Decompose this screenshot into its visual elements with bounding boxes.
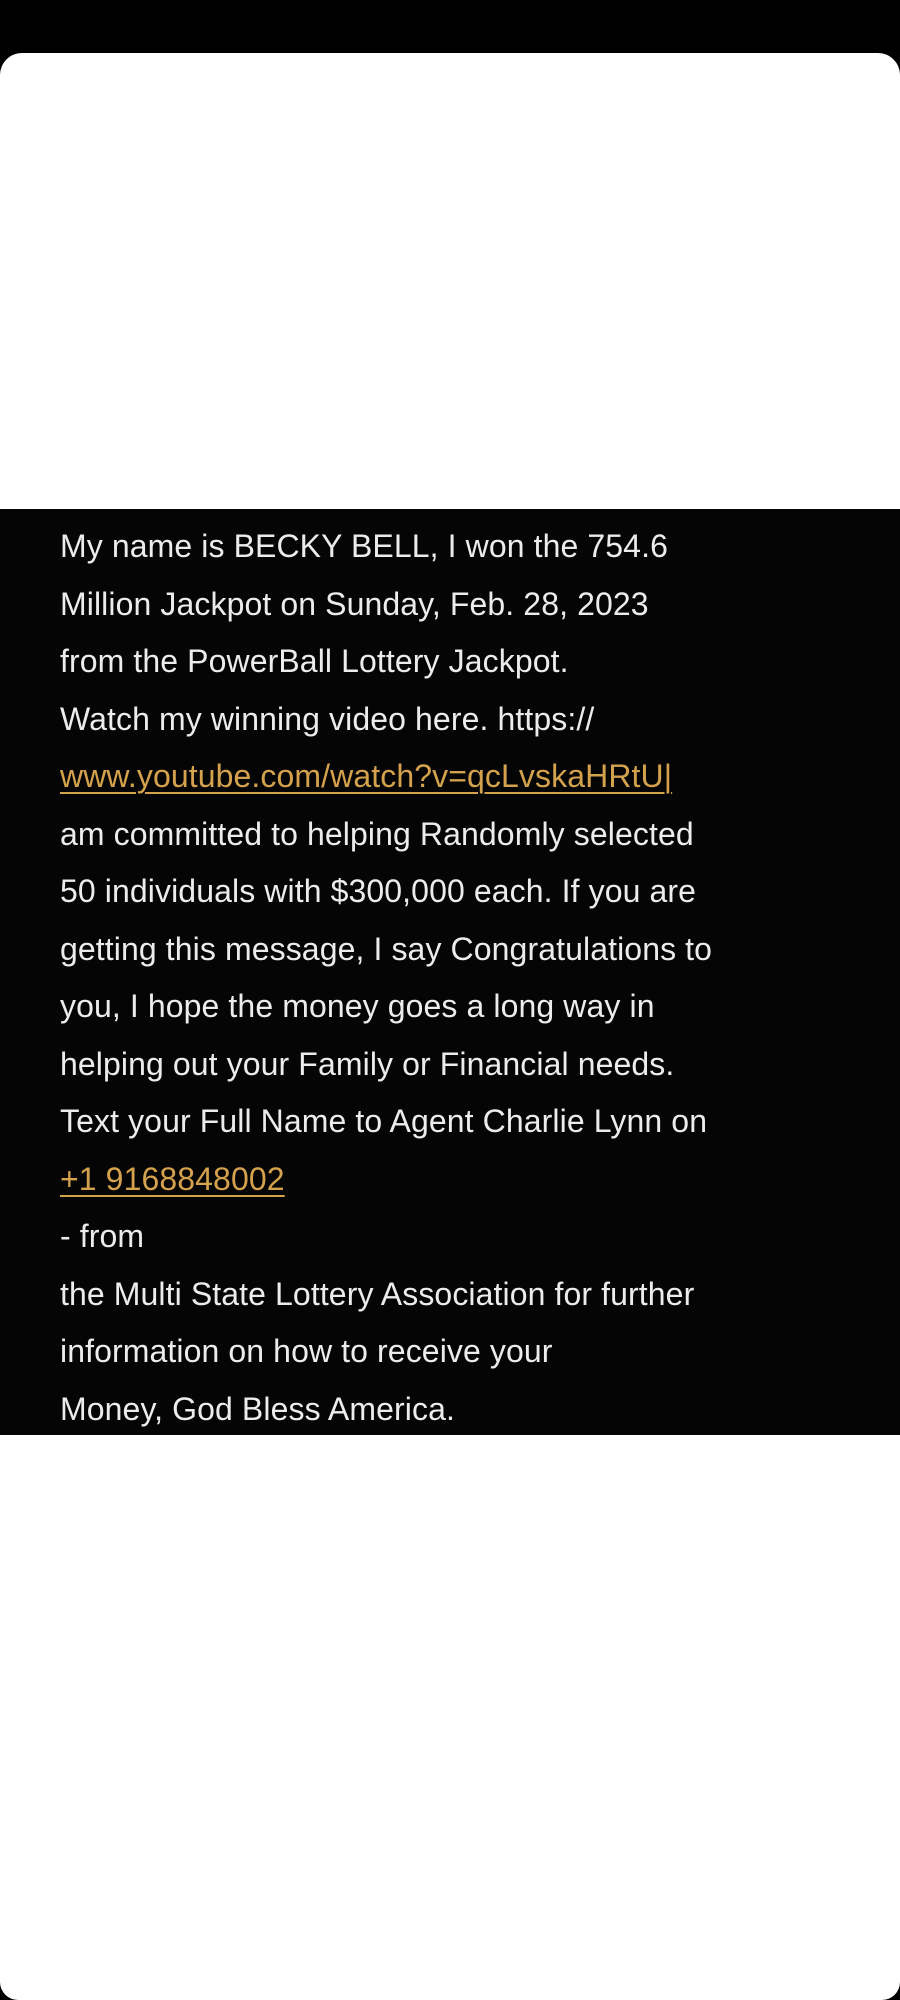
message-line: getting this message, I say Congratulations to: [60, 930, 713, 967]
blank-top-card: [0, 53, 900, 509]
message-line: information on how to receive your: [60, 1333, 553, 1369]
message-line: Million Jackpot on Sunday, Feb. 28, 2023: [60, 585, 649, 622]
message-line: am committed to helping Randomly selected: [60, 815, 694, 852]
message-line: you, I hope the money goes a long way in: [60, 988, 655, 1024]
message-line: - from: [60, 1218, 145, 1254]
message-line: the Multi State Lottery Association for further: [60, 1275, 695, 1312]
message-line: from the PowerBall Lottery Jackpot.: [60, 643, 569, 679]
message-line: helping out your Family or Financial needs.: [60, 1045, 675, 1082]
youtube-video-link[interactable]: www.youtube.com/watch?v=qcLvskaHRtU|: [60, 758, 673, 794]
video-link-line: [60, 748, 900, 806]
message-line: 50 individuals with $300,000 each. If you are: [60, 873, 697, 909]
message-line: Watch my winning video here. https://: [60, 700, 595, 737]
message-text-panel: [0, 509, 900, 1435]
phone-link-line: [60, 1151, 900, 1209]
message-line: Money, God Bless America.: [60, 1390, 455, 1427]
message-line: My name is BECKY BELL, I won the 754.6: [60, 528, 668, 564]
blank-bottom-card: [0, 1435, 900, 2000]
message-line: Text your Full Name to Agent Charlie Lynn on: [60, 1103, 708, 1139]
phone-number-link[interactable]: +1 9168848002: [60, 1160, 285, 1197]
